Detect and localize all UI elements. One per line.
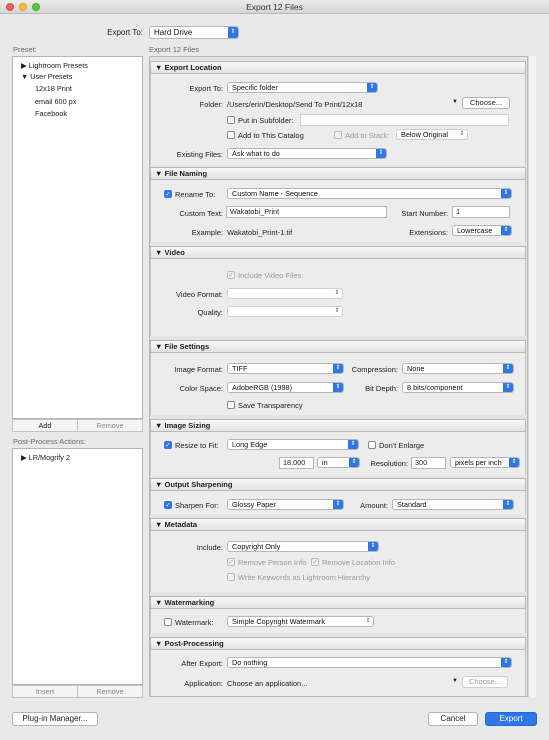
- disclosure-right-icon: ▶: [21, 61, 27, 70]
- preset-item[interactable]: 12x18 Print: [35, 84, 72, 93]
- rename-label: Rename To:: [175, 190, 216, 199]
- section-export-location[interactable]: [150, 61, 526, 74]
- scrollbar[interactable]: [528, 56, 536, 697]
- choose-folder-button[interactable]: Choose...: [462, 97, 510, 109]
- insert-action-button[interactable]: Insert: [12, 685, 78, 698]
- choose-application-button[interactable]: Choose...: [462, 676, 508, 688]
- remove-preset-button[interactable]: Remove: [77, 419, 143, 432]
- window-title: Export 12 Files: [246, 2, 303, 12]
- chevron-updown-icon: ⇕: [501, 226, 511, 235]
- folder-history-icon[interactable]: ▼: [452, 99, 458, 105]
- export-button[interactable]: Export: [485, 712, 537, 726]
- export-location-to-label: Export To:: [189, 84, 223, 93]
- section-output-sharpening[interactable]: [150, 478, 526, 491]
- preset-item[interactable]: Facebook: [35, 109, 68, 118]
- dropdown-value: Copyright Only: [232, 542, 281, 551]
- bit-depth-dropdown[interactable]: [402, 382, 514, 393]
- dropdown-value: in: [322, 458, 328, 467]
- include-video-label: Include Video Files:: [238, 271, 304, 280]
- metadata-include-label: Include:: [196, 543, 223, 552]
- dropdown-value: TIFF: [232, 364, 248, 373]
- chevron-updown-icon: ⇕: [334, 308, 340, 314]
- preset-list[interactable]: [12, 56, 143, 419]
- size-value-input[interactable]: 18.000: [279, 457, 314, 469]
- include-video-checkbox[interactable]: ✓: [228, 272, 234, 279]
- remove-location-info-checkbox[interactable]: ✓: [312, 559, 318, 566]
- compression-label: Compression:: [351, 365, 398, 374]
- section-title: Output Sharpening: [164, 480, 233, 489]
- remove-location-info-label: Remove Location Info: [322, 558, 395, 567]
- dropdown-value: Lowercase: [457, 226, 493, 235]
- section-video[interactable]: [150, 246, 526, 259]
- rename-checkbox[interactable]: ✓: [165, 191, 171, 198]
- cancel-button[interactable]: Cancel: [428, 712, 478, 726]
- resize-to-fit-label: Resize to Fit:: [175, 441, 219, 450]
- video-format-label: Video Format:: [176, 290, 223, 299]
- dropdown-value: Specific folder: [232, 83, 278, 92]
- metadata-include-dropdown[interactable]: [227, 541, 379, 552]
- custom-text-label: Custom Text:: [179, 209, 223, 218]
- preset-folder-label: User Presets: [30, 72, 73, 81]
- remove-action-button[interactable]: Remove: [77, 685, 143, 698]
- close-window-button[interactable]: [6, 3, 14, 11]
- subfolder-input[interactable]: [300, 114, 509, 126]
- add-to-stack-checkbox[interactable]: [334, 131, 342, 139]
- subfolder-checkbox[interactable]: [227, 116, 235, 124]
- subfolder-label: Put in Subfolder:: [238, 116, 294, 125]
- export-location-dropdown[interactable]: [227, 82, 378, 93]
- plugin-manager-button[interactable]: Plug-in Manager...: [12, 712, 98, 726]
- export-to-dropdown[interactable]: [149, 26, 239, 39]
- section-post-processing[interactable]: [150, 637, 526, 650]
- dropdown-value: Long Edge: [232, 440, 268, 449]
- rename-template-dropdown[interactable]: [227, 188, 512, 199]
- write-keywords-checkbox[interactable]: [227, 573, 235, 581]
- section-title: Video: [164, 248, 185, 257]
- preset-folder-label: Lightroom Presets: [28, 61, 88, 70]
- chevron-updown-icon: ⇕: [365, 618, 371, 624]
- amount-label: Amount:: [360, 501, 388, 510]
- image-format-label: Image Format:: [174, 365, 223, 374]
- section-metadata[interactable]: [150, 518, 526, 531]
- preset-label: Preset:: [13, 45, 37, 54]
- post-process-actions-label: Post-Process Actions:: [13, 437, 86, 446]
- chevron-updown-icon: ⇕: [503, 364, 513, 373]
- resolution-input[interactable]: 300: [411, 457, 446, 469]
- start-number-input[interactable]: 1: [452, 206, 510, 218]
- chevron-updown-icon: ⇕: [333, 383, 343, 392]
- save-transparency-checkbox[interactable]: [227, 401, 235, 409]
- dropdown-value: Standard: [397, 500, 427, 509]
- chevron-updown-icon: ⇕: [349, 458, 359, 467]
- existing-files-label: Existing Files:: [176, 150, 223, 159]
- dropdown-value: Below Original: [401, 130, 449, 139]
- window-titlebar: [0, 0, 549, 14]
- custom-text-input[interactable]: Wakatobi_Print: [226, 206, 387, 218]
- section-title: Export Location: [164, 63, 222, 72]
- section-watermarking[interactable]: [150, 596, 526, 609]
- example-label: Example:: [191, 228, 223, 237]
- add-to-catalog-checkbox[interactable]: [227, 131, 235, 139]
- stack-position-dropdown[interactable]: [396, 129, 468, 140]
- chevron-updown-icon: ⇕: [501, 189, 511, 198]
- section-file-settings[interactable]: [150, 340, 526, 353]
- disclosure-down-icon: ▼: [155, 520, 163, 529]
- disclosure-down-icon: ▼: [21, 72, 29, 81]
- dropdown-value: 8 bits/component: [407, 383, 463, 392]
- remove-person-info-checkbox[interactable]: ✓: [228, 559, 234, 566]
- export-count-subtitle: Export 12 Files: [149, 45, 200, 54]
- chevron-updown-icon: ⇕: [503, 500, 513, 509]
- dropdown-value: AdobeRGB (1998): [232, 383, 293, 392]
- zoom-window-button[interactable]: [32, 3, 40, 11]
- disclosure-right-icon: ▶: [21, 453, 27, 462]
- disclosure-down-icon: ▼: [155, 169, 163, 178]
- disclosure-down-icon: ▼: [155, 480, 163, 489]
- resolution-label: Resolution:: [370, 459, 408, 468]
- dont-enlarge-checkbox[interactable]: [368, 441, 376, 449]
- chevron-updown-icon: ⇕: [459, 131, 465, 137]
- section-title: File Settings: [164, 342, 210, 351]
- disclosure-down-icon: ▼: [155, 63, 163, 72]
- post-process-list[interactable]: [12, 448, 143, 685]
- disclosure-down-icon: ▼: [155, 421, 163, 430]
- image-format-dropdown[interactable]: [227, 363, 344, 374]
- compression-dropdown[interactable]: [402, 363, 514, 374]
- chevron-updown-icon: ⇕: [509, 458, 519, 467]
- section-image-sizing[interactable]: [150, 419, 526, 432]
- disclosure-down-icon: ▼: [155, 342, 163, 351]
- remove-person-info-label: Remove Person Info: [238, 558, 307, 567]
- application-label: Application:: [184, 679, 223, 688]
- post-process-item[interactable]: [21, 453, 70, 462]
- section-title: Metadata: [164, 520, 198, 529]
- section-title: Post-Processing: [164, 639, 224, 648]
- chevron-updown-icon: ⇕: [501, 658, 511, 667]
- watermark-dropdown[interactable]: [227, 616, 374, 627]
- dropdown-value: Custom Name - Sequence: [232, 189, 318, 198]
- section-file-naming[interactable]: [150, 167, 526, 180]
- export-to-label: Export To:: [107, 28, 143, 37]
- dont-enlarge-label: Don't Enlarge: [379, 441, 425, 450]
- resize-mode-dropdown[interactable]: [227, 439, 359, 450]
- chevron-updown-icon: ⇕: [228, 27, 238, 38]
- sharpen-label: Sharpen For:: [175, 501, 219, 510]
- bit-depth-label: Bit Depth:: [365, 384, 398, 393]
- dropdown-value: Do nothing: [232, 658, 268, 667]
- chevron-updown-icon: ⇕: [333, 364, 343, 373]
- disclosure-down-icon: ▼: [155, 639, 163, 648]
- section-title: Watermarking: [164, 598, 215, 607]
- chevron-updown-icon: ⇕: [368, 542, 378, 551]
- chevron-updown-icon: ⇕: [348, 440, 358, 449]
- save-transparency-label: Save Transparency: [238, 401, 303, 410]
- preset-folder-user[interactable]: [21, 72, 72, 81]
- amount-dropdown[interactable]: [392, 499, 514, 510]
- chevron-updown-icon: ⇕: [334, 290, 340, 296]
- resize-to-fit-checkbox[interactable]: ✓: [165, 442, 171, 449]
- minimize-window-button[interactable]: [19, 3, 27, 11]
- color-space-label: Color Space:: [179, 384, 223, 393]
- section-title: File Naming: [164, 169, 208, 178]
- extensions-label: Extensions:: [409, 228, 448, 237]
- video-quality-label: Quality:: [197, 308, 223, 317]
- folder-label: Folder:: [199, 100, 223, 109]
- start-number-label: Start Number:: [401, 209, 448, 218]
- preset-item[interactable]: email 600 px: [35, 97, 77, 106]
- disclosure-down-icon: ▼: [155, 598, 163, 607]
- after-export-label: After Export:: [181, 659, 223, 668]
- section-title: Image Sizing: [164, 421, 211, 430]
- dropdown-value: Simple Copyright Watermark: [232, 617, 325, 626]
- add-preset-button[interactable]: Add: [12, 419, 78, 432]
- example-filename: Wakatobi_Print-1.tif: [227, 228, 293, 237]
- dropdown-value: Ask what to do: [232, 149, 280, 158]
- sharpen-checkbox[interactable]: ✓: [165, 502, 171, 509]
- chevron-updown-icon: ⇕: [367, 83, 377, 92]
- video-format-dropdown[interactable]: [227, 288, 343, 299]
- folder-path: /Users/erin/Desktop/Send To Print/12x18: [227, 100, 363, 109]
- video-quality-dropdown[interactable]: [227, 306, 343, 317]
- watermark-label: Watermark:: [175, 618, 214, 627]
- chevron-updown-icon: ⇕: [503, 383, 513, 392]
- chevron-updown-icon: ⇕: [333, 500, 343, 509]
- application-value: Choose an application...: [227, 679, 308, 688]
- color-space-dropdown[interactable]: [227, 382, 344, 393]
- chevron-updown-icon: ⇕: [376, 149, 386, 158]
- write-keywords-label: Write Keywords as Lightroom Hierarchy: [238, 573, 370, 582]
- post-process-item-label: LR/Mogrify 2: [28, 453, 71, 462]
- disclosure-down-icon: ▼: [155, 248, 163, 257]
- resolution-unit-dropdown[interactable]: [450, 457, 520, 468]
- watermark-checkbox[interactable]: [164, 618, 172, 626]
- preset-folder-lightroom[interactable]: [21, 61, 88, 70]
- application-history-icon[interactable]: ▼: [452, 678, 458, 684]
- add-to-catalog-label: Add to This Catalog: [238, 131, 304, 140]
- dropdown-value: pixels per inch: [455, 458, 502, 467]
- after-export-dropdown[interactable]: [227, 657, 512, 668]
- add-to-stack-label: Add to Stack:: [345, 131, 390, 140]
- dropdown-value: None: [407, 364, 425, 373]
- extensions-dropdown[interactable]: [452, 225, 512, 236]
- export-to-value: Hard Drive: [154, 28, 193, 37]
- dropdown-value: Glossy Paper: [232, 500, 276, 509]
- existing-files-dropdown[interactable]: [227, 148, 387, 159]
